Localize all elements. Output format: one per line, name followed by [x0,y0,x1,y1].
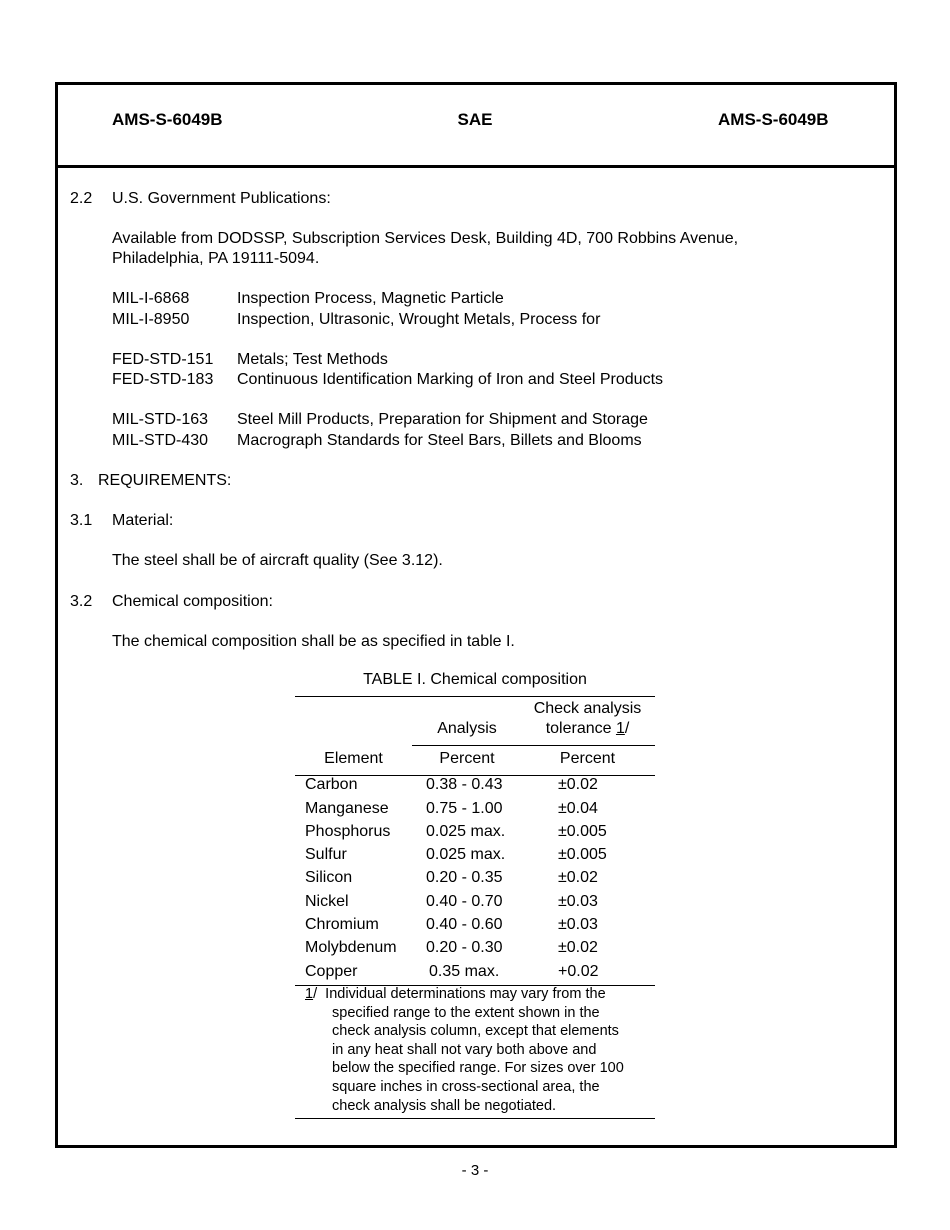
publication-id: FED-STD-151 [112,351,214,368]
footnote-line: check analysis column, except that elements [332,1023,619,1040]
footnote-line: specified range to the extent shown in the [332,1004,600,1021]
footnote-line: square inches in cross-sectional area, the [332,1078,600,1095]
element-cell: Silicon [305,869,353,886]
footnote-slash: / [624,720,630,737]
analysis-cell: 0.025 max. [426,846,506,863]
tolerance-cell: ±0.04 [558,800,598,817]
availability-line-2: Philadelphia, PA 19111-5094. [112,250,320,267]
unit-analysis: Percent [439,750,495,767]
tolerance-cell: ±0.03 [558,916,598,933]
publication-id: MIL-I-6868 [112,290,190,307]
column-header-check-analysis: Check analysis [533,700,642,717]
element-cell: Copper [305,963,358,980]
footnote-line: Individual determinations may vary from the [325,986,606,1002]
unit-check: Percent [559,750,616,767]
page-number: - 3 - [461,1162,489,1179]
tolerance-cell: ±0.02 [558,869,598,886]
element-cell: Molybdenum [305,939,397,956]
analysis-cell: 0.35 max. [429,963,500,980]
publication-title: Metals; Test Methods [237,351,388,368]
element-cell: Manganese [305,800,389,817]
header-divider [55,165,897,168]
analysis-cell: 0.40 - 0.60 [426,916,503,933]
analysis-cell: 0.38 - 0.43 [426,776,503,793]
column-header-element: Element [324,750,383,767]
section-3-2-number: 3.2 [70,593,93,610]
header-sub-rule [412,745,655,746]
table-footnote [305,985,655,1115]
publication-id: MIL-STD-163 [112,411,209,428]
tolerance-cell: ±0.02 [558,776,598,793]
publication-id: FED-STD-183 [112,371,214,388]
section-3-2-text: The chemical composition shall be as specified in table I. [112,633,515,650]
publication-title: Steel Mill Products, Preparation for Shipment and Storage [237,411,648,428]
section-3-title: REQUIREMENTS: [98,472,232,489]
footnote-line: in any heat shall not vary both above and [332,1041,597,1058]
header-doc-id-left: AMS-S-6049B [112,110,223,129]
tolerance-cell: ±0.03 [558,893,598,910]
footnote-slash: / [313,986,318,1002]
tolerance-cell: ±0.005 [558,823,607,840]
publication-title: Inspection Process, Magnetic Particle [237,290,504,307]
section-3-1-number: 3.1 [70,512,93,529]
publication-title: Continuous Identification Marking of Iron and Steel Products [237,371,664,388]
analysis-cell: 0.025 max. [426,823,506,840]
element-cell: Sulfur [305,846,347,863]
table-footnote-bottom-rule [295,1118,655,1119]
publication-title: Inspection, Ultrasonic, Wrought Metals, Process for [237,311,601,328]
element-cell: Carbon [305,776,358,793]
header-doc-id-right: AMS-S-6049B [718,110,829,129]
element-cell: Chromium [305,916,379,933]
element-cell: Phosphorus [305,823,391,840]
analysis-cell: 0.20 - 0.30 [426,939,503,956]
section-3-2-title: Chemical composition: [112,593,273,610]
footnote-line: check analysis shall be negotiated. [332,1097,557,1114]
tolerance-cell: +0.02 [558,963,599,980]
analysis-cell: 0.75 - 1.00 [426,800,503,817]
section-3-1-title: Material: [112,512,174,529]
availability-line-1: Available from DODSSP, Subscription Services Desk, Building 4D, 700 Robbins Avenue, [112,230,739,247]
footnote-reference: 1 [615,720,625,737]
column-header-tolerance [520,719,655,739]
table-caption: TABLE I. Chemical composition [363,671,587,688]
tolerance-label: tolerance [545,720,616,737]
analysis-cell: 0.40 - 0.70 [426,893,503,910]
header-org: SAE [457,110,493,129]
section-3-number: 3. [70,472,84,489]
section-2-2-title: U.S. Government Publications: [112,190,331,207]
publication-id: MIL-STD-430 [112,432,209,449]
publication-title: Macrograph Standards for Steel Bars, Billets and Blooms [237,432,642,449]
section-2-2-number: 2.2 [70,190,93,207]
publication-id: MIL-I-8950 [112,311,190,328]
column-header-analysis: Analysis [437,720,497,737]
tolerance-cell: ±0.005 [558,846,607,863]
element-cell: Nickel [305,893,349,910]
footnote-number: 1 [305,986,314,1002]
footnote-line: below the specified range. For sizes over 100 [332,1060,624,1077]
section-3-1-text: The steel shall be of aircraft quality (See 3.12). [112,552,443,569]
tolerance-cell: ±0.02 [558,939,598,956]
table-top-rule [295,696,655,697]
analysis-cell: 0.20 - 0.35 [426,869,503,886]
